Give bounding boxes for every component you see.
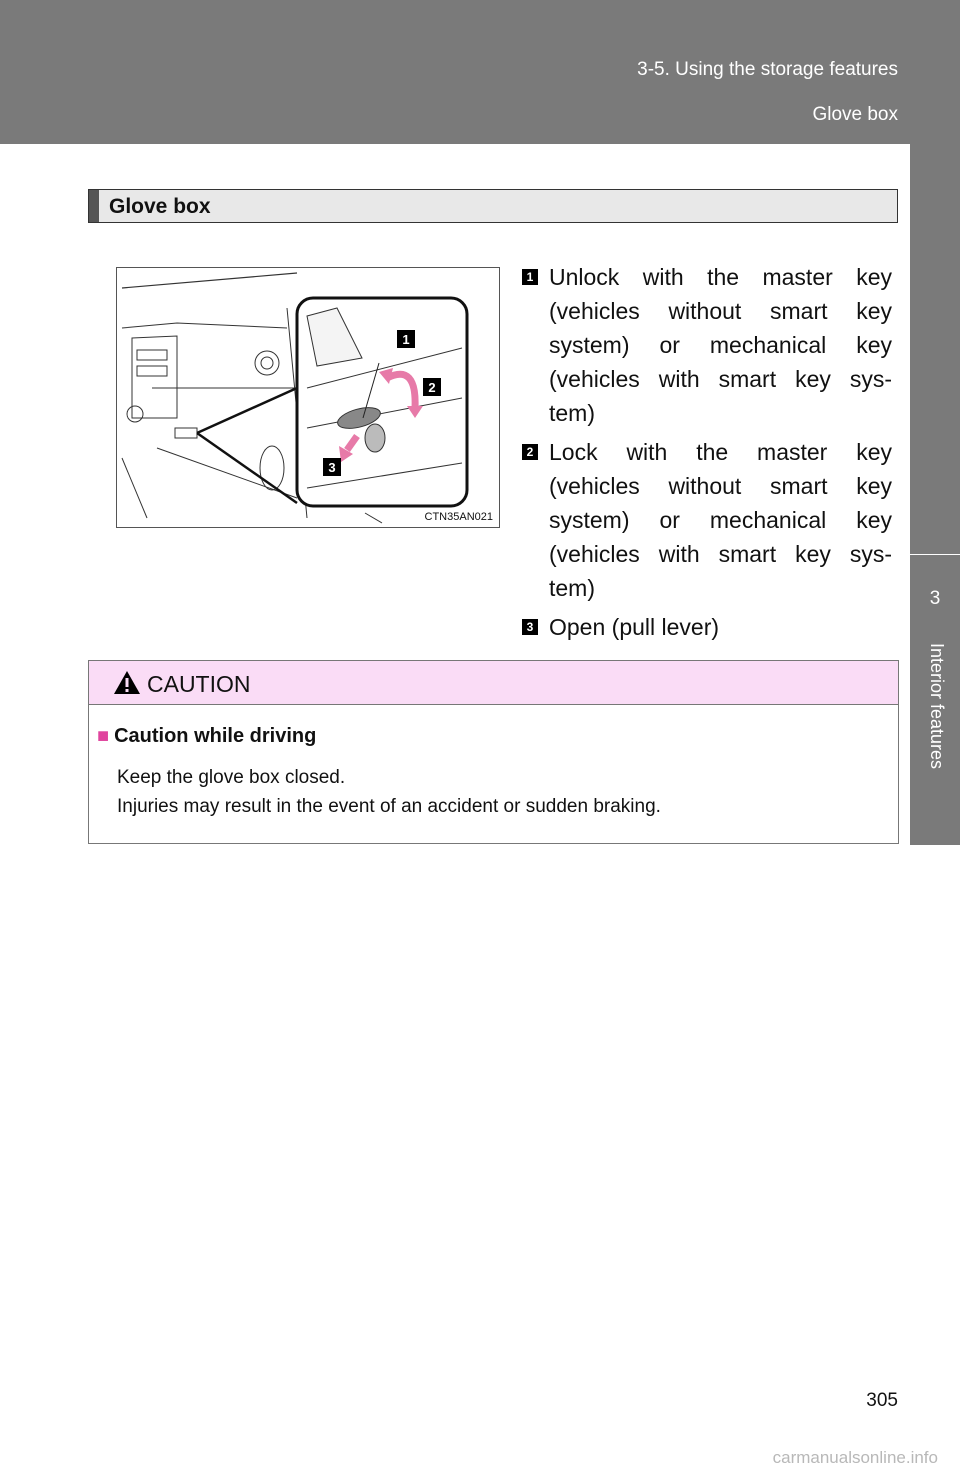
glove-box-illustration [116, 267, 500, 528]
chapter-tab [910, 555, 960, 845]
step-text: Open (pull lever) [549, 614, 720, 640]
callout-number: 3 [328, 460, 336, 475]
caution-title: CAUTION [147, 671, 251, 697]
side-tab-strip [910, 144, 960, 554]
caution-header [89, 661, 898, 705]
step-item [520, 260, 892, 430]
caution-box [88, 660, 899, 844]
caution-line: Injuries may result in the event of an accident or sudden braking. [117, 796, 661, 817]
step-number-badge: 2 [522, 444, 538, 460]
section-title: 3-5. Using the storage features [637, 59, 898, 80]
heading-accent [89, 190, 99, 222]
warning-triangle-icon [113, 669, 141, 695]
caution-line: Keep the glove box closed. [117, 767, 346, 788]
chapter-label: Interior features [927, 643, 947, 770]
heading-text: Glove box [109, 195, 211, 218]
step-number-badge: 1 [522, 269, 538, 285]
watermark: carmanualsonline.info [772, 1448, 938, 1467]
chapter-number: 3 [929, 588, 941, 609]
page-header [0, 0, 960, 144]
dashboard-drawing [117, 268, 499, 527]
callout-number: 1 [402, 332, 410, 347]
caution-subtitle: Caution while driving [114, 725, 317, 747]
callout-number: 2 [428, 380, 436, 395]
step-item [520, 435, 892, 605]
step-number-badge: 3 [522, 619, 538, 635]
section-heading [88, 189, 898, 223]
caution-body [117, 763, 661, 821]
step-text: Unlock with the master key (vehicles without smart key system) or mechanical key (vehicles with smart key sys- tem) [549, 264, 892, 426]
step-item [520, 610, 892, 644]
page-number: 305 [866, 1390, 898, 1411]
subsection-title: Glove box [812, 104, 898, 125]
caution-subtitle-row [97, 725, 316, 748]
square-bullet-icon: ■ [97, 725, 110, 747]
steps-list [520, 260, 892, 644]
figure-code: CTN35AN021 [424, 511, 493, 523]
step-text: Lock with the master key (vehicles without smart key system) or mechanical key (vehicles with smart key sys- tem) [549, 439, 892, 601]
